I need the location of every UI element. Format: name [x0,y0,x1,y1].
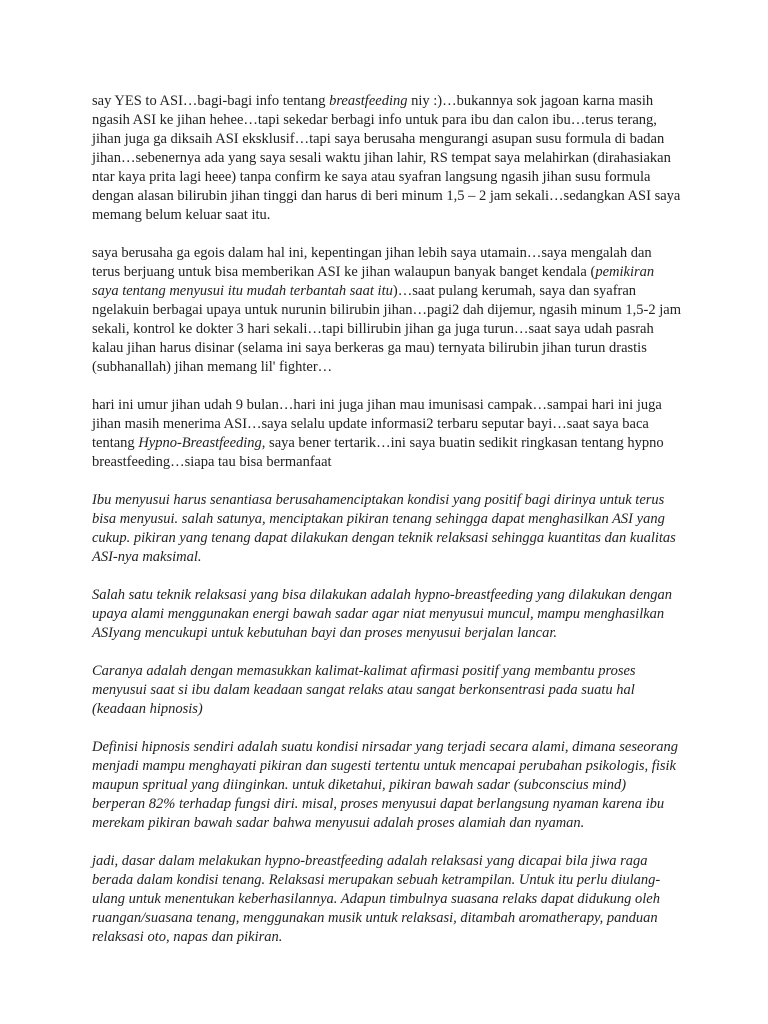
paragraph-1 [92,92,682,225]
paragraph-2-italic-aside: pemikiran saya tentang menyusui itu mudah terbantah saat itu [92,264,655,299]
paragraph-7-text: Definisi hipnosis sendiri adalah suatu kondisi nirsadar yang terjadi secara alami, dimana seseorang menjadi mampu menghayati pikiran dan sugesti tertentu untuk mencapai perubahan psikologis, fisik maupun spritual yang diinginkan. untuk diketahui, pikiran bawah sadar (subconscius mind) berperan 82% terhadap fungsi diri. misal, proses menyusui dapat berlangsung nyaman karena ibu merekam pikiran bawah sadar bahwa menyusui adalah proses alamiah dan nyaman. [92,739,679,831]
paragraph-5-text: Salah satu teknik relaksasi yang bisa dilakukan adalah hypno-breastfeeding yang dilakukan dengan upaya alami menggunakan energi bawah sadar agar niat menyusui muncul, mampu menghasilkan ASIyang mencukupi untuk kebutuhan bayi dan proses menyusui berjalan lancar. [92,587,673,641]
paragraph-1-text-b: niy :)…bukannya sok jagoan karna masih ngasih ASI ke jihan hehee…tapi sekedar berbagi info untuk para ibu dan calon ibu…terus terang, jihan juga ga diksaih ASI eksklusif…tapi saya berusaha mengurangi asupan susu formula di badan jihan…sebenernya ada yang saya sesali waktu jihan lahir, RS tempat saya melahirkan (dirahasiakan ntar kaya prita lagi heee) tanpa confirm ke saya atau syafran langsung ngasih jihan susu formula dengan alasan bilirubin jihan tinggi dan harus di beri minum 1,5 – 2 jam sekali…sedangkan ASI saya memang belum keluar saat itu. [92,93,681,223]
paragraph-4 [92,491,682,567]
paragraph-1-italic-breastfeeding: breastfeeding [329,93,408,109]
paragraph-3-text-b: , saya bener tertarik…ini saya buatin sedikit ringkasan tentang hypno breastfeeding…siapa tau bisa bermanfaat [92,435,664,470]
paragraph-2 [92,244,682,377]
paragraph-8-text: jadi, dasar dalam melakukan hypno-breastfeeding adalah relaksasi yang dicapai bila jiwa raga berada dalam kondisi tenang. Relaksasi merupakan sebuah ketrampilan. Untuk itu perlu diulang-ulang untuk menentukan keberhasilannya. Adapun timbulnya suasana relaks dapat didukung oleh ruangan/suasana tenang, menggunakan musik untuk relaksasi, ditambah aromatherapy, panduan relaksasi oto, napas dan pikiran. [92,853,661,945]
document-body [92,92,682,966]
paragraph-6-text: Caranya adalah dengan memasukkan kalimat-kalimat afirmasi positif yang membantu proses menyusui saat si ibu dalam keadaan sangat relaks atau sangat berkonsentrasi pada suatu hal (keadaan hipnosis) [92,663,636,717]
paragraph-6 [92,662,682,719]
paragraph-3-italic-hypno: Hypno-Breastfeeding [138,435,262,451]
paragraph-1-text-a: say YES to ASI…bagi-bagi info tentang [92,93,330,109]
paragraph-7 [92,738,682,833]
paragraph-3 [92,396,682,472]
paragraph-2-text-b: )…saat pulang kerumah, saya dan syafran ngelakuin berbagai upaya untuk nurunin bilirubin jihan…pagi2 dah dijemur, ngasih minum 1,5-2 jam sekali, kontrol ke dokter 3 hari sekali…tapi billirubin jihan ga juga turun…saat saya udah pasrah kalau jihan harus disinar (selama ini saya berkeras ga mau) ternyata bilirubin jihan turun drastis (subhanallah) jihan memang lil' fighter… [92,283,681,375]
paragraph-2-text-a: saya berusaha ga egois dalam hal ini, kepentingan jihan lebih saya utamain…saya mengalah dan terus berjuang untuk bisa memberikan ASI ke jihan walaupun banyak banget kendala ( [92,245,652,280]
paragraph-3-text-a: hari ini umur jihan udah 9 bulan…hari ini juga jihan mau imunisasi campak…sampai hari ini juga jihan masih menerima ASI…saya selalu update informasi2 terbaru seputar bayi…saat saya baca tentang [92,397,662,451]
paragraph-5 [92,586,682,643]
paragraph-8 [92,852,682,947]
paragraph-4-text: Ibu menyusui harus senantiasa berusahamenciptakan kondisi yang positif bagi dirinya untuk terus bisa menyusui. salah satunya, menciptakan pikiran tenang sehingga dapat menghasilkan ASI yang cukup. pikiran yang tenang dapat dilakukan dengan teknik relaksasi sehingga kuantitas dan kualitas ASI-nya maksimal. [92,492,676,565]
